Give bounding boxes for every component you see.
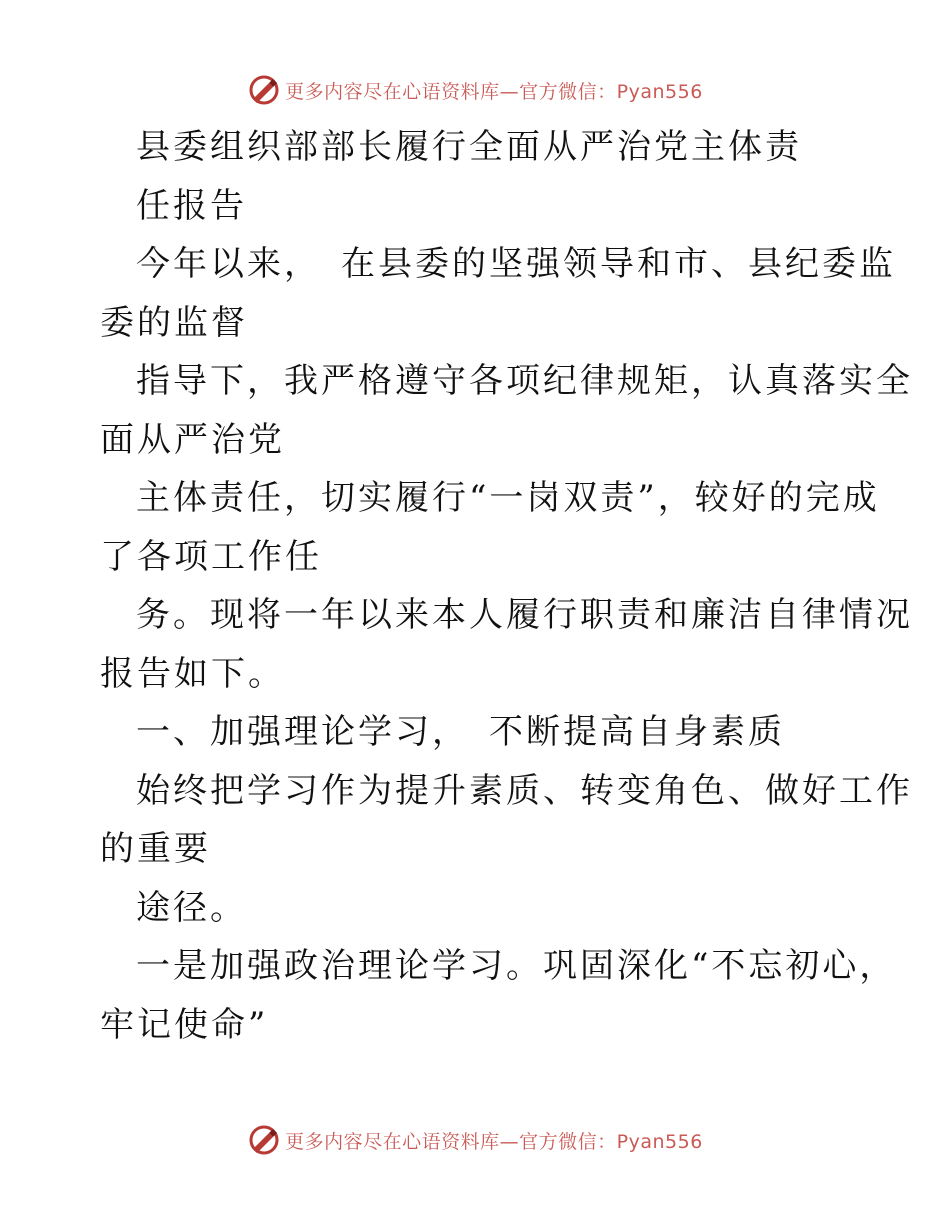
header-banner-text: 更多内容尽在心语资料库—官方微信：Pyan556 <box>285 80 703 103</box>
paragraph-line: 委的监督 <box>100 302 248 343</box>
title-line-2: 任报告 <box>136 185 247 226</box>
paragraph-line: 始终把学习作为提升素质、转变角色、做好工作 <box>136 770 913 811</box>
footer-banner <box>0 1120 950 1160</box>
paragraph-line: 主体责任，切实履行“一岗双责”，较好的完成 <box>136 478 880 518</box>
paragraph-line: 今年以来， 在县委的坚强领导和市、县纪委监 <box>136 244 896 284</box>
paragraph-line: 牢记使命” <box>100 1004 269 1045</box>
paragraph-line: 报告如下。 <box>100 653 285 694</box>
pen-circle-logo-icon <box>247 1123 281 1157</box>
paragraph-line: 的重要 <box>100 829 211 869</box>
paragraph-line: 面从严治党 <box>100 419 285 460</box>
section-heading: 一、加强理论学习， 不断提高自身素质 <box>136 712 785 752</box>
title-line-1: 县委组织部部长履行全面从严治党主体责 <box>136 127 802 167</box>
paragraph-line: 途径。 <box>136 887 247 928</box>
paragraph-line: 指导下，我严格遵守各项纪律规矩，认真落实全 <box>136 361 913 401</box>
footer-banner-text: 更多内容尽在心语资料库—官方微信：Pyan556 <box>285 1130 703 1153</box>
pen-circle-logo-icon <box>247 73 281 107</box>
paragraph-line: 务。现将一年以来本人履行职责和廉洁自律情况 <box>136 595 913 635</box>
header-banner <box>0 70 950 110</box>
document-body <box>100 118 913 1054</box>
paragraph-line: 一是加强政治理论学习。巩固深化“不忘初心， <box>136 946 897 986</box>
paragraph-line: 了各项工作任 <box>100 536 322 577</box>
